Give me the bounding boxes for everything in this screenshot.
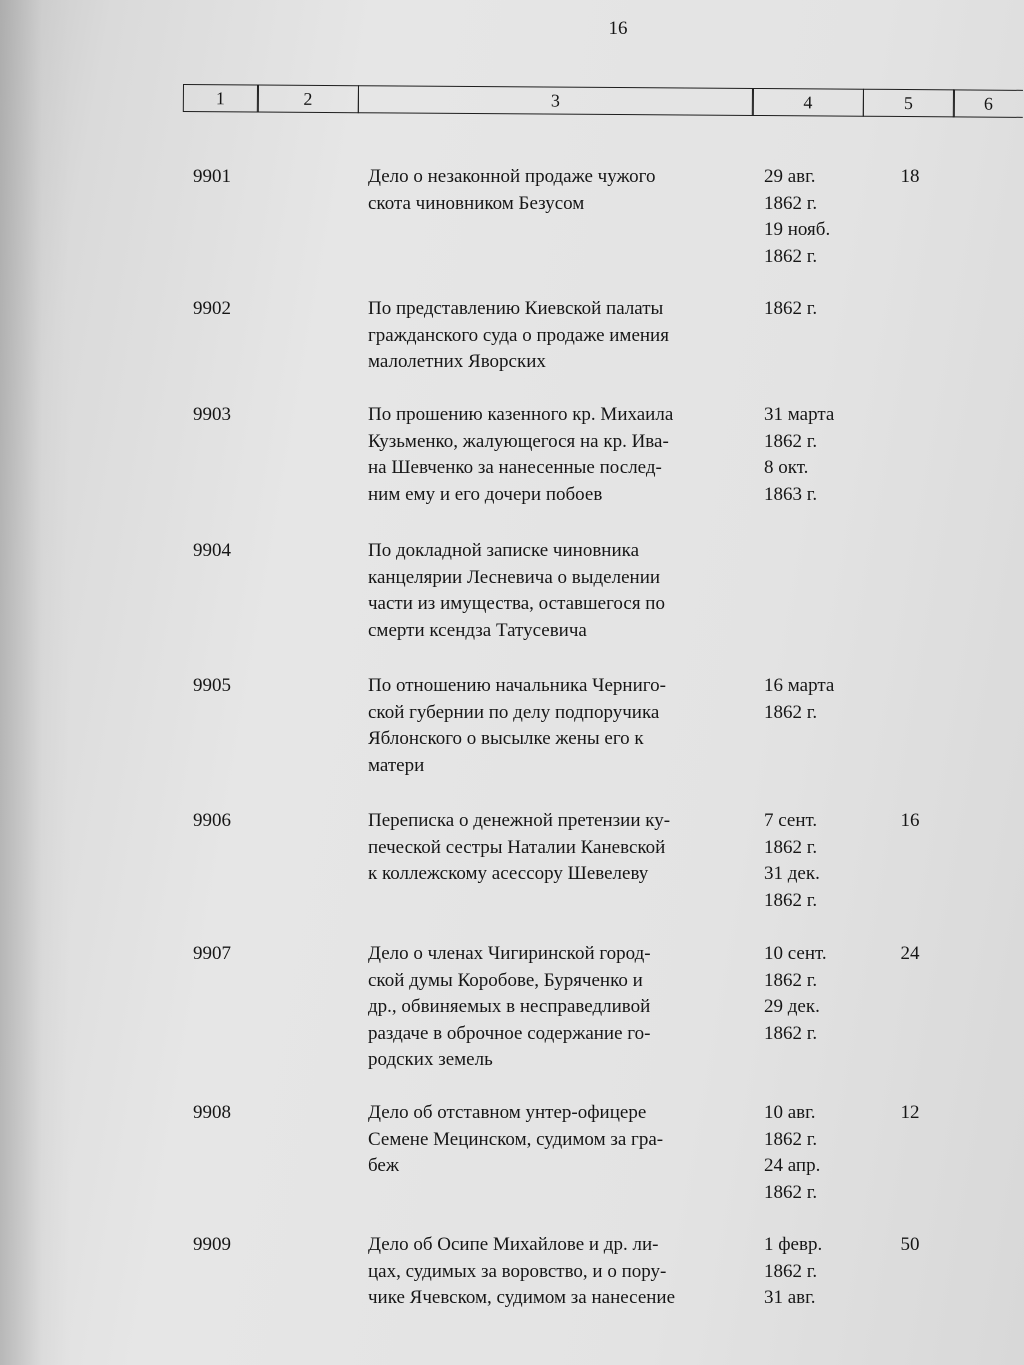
record-title-line: цах, судимых за воровство, и о пору- bbox=[368, 1260, 667, 1282]
record-date-line: 1862 г. bbox=[764, 1128, 818, 1150]
header-col-1: 1 bbox=[182, 84, 258, 113]
record-date-line: 1862 г. bbox=[764, 298, 818, 319]
record-title-line: родских земель bbox=[368, 1049, 493, 1070]
record-id: 9909 bbox=[193, 1234, 231, 1255]
record-id: 9907 bbox=[193, 943, 231, 964]
record-date-line: 10 сент. bbox=[764, 943, 827, 964]
record-date-line: 1862 г. bbox=[764, 969, 818, 991]
record-title-line: матери bbox=[368, 754, 425, 776]
record-date-line: 29 дек. bbox=[764, 996, 820, 1017]
record-date-line: 19 нояб. bbox=[764, 219, 831, 240]
record-title bbox=[368, 1100, 758, 1180]
header-col-3: 3 bbox=[357, 85, 753, 116]
record-id: 9904 bbox=[193, 540, 231, 561]
record-title-line: Яблонского о высылке жены его к bbox=[368, 728, 644, 749]
record-date-line: 1 февр. bbox=[764, 1234, 823, 1255]
record-title-line: Семене Мецинском, судимом за гра- bbox=[368, 1128, 664, 1150]
record-date-line: 31 авг. bbox=[764, 1287, 816, 1308]
record-title bbox=[368, 808, 758, 888]
record-title-line: По представлению Киевской палаты bbox=[368, 298, 664, 319]
record-dates bbox=[764, 808, 820, 914]
page-edge-shadow bbox=[0, 0, 70, 1365]
record-title-line: канцелярии Лесневича о выделении bbox=[368, 566, 661, 588]
record-dates bbox=[764, 673, 834, 726]
record-date-line: 1862 г. bbox=[764, 1181, 818, 1203]
record-dates bbox=[764, 941, 827, 1047]
record-title-line: ним ему и его дочери побоев bbox=[368, 483, 603, 505]
record-dates bbox=[764, 296, 817, 323]
record-title-line: раздаче в оброчное содержание го- bbox=[368, 1022, 651, 1044]
record-date-line: 31 дек. bbox=[764, 863, 820, 884]
record-title-line: части из имущества, оставшегося по bbox=[368, 593, 665, 614]
table-header-row bbox=[184, 84, 1023, 120]
record-title-line: Дело об отставном унтер-офицере bbox=[368, 1102, 647, 1123]
record-sheet-count: 12 bbox=[900, 1102, 920, 1123]
record-title bbox=[368, 402, 758, 508]
record-title-line: скота чиновником Безусом bbox=[368, 192, 585, 214]
record-date-line: 7 сент. bbox=[764, 810, 818, 831]
header-col-2: 2 bbox=[257, 85, 359, 114]
record-title-line: гражданского суда о продаже имения bbox=[368, 324, 669, 346]
record-date-line: 1862 г. bbox=[764, 192, 818, 214]
record-title-line: ской губернии по делу подпоручика bbox=[368, 701, 660, 723]
record-id: 9906 bbox=[193, 810, 231, 831]
record-sheet-count: 50 bbox=[900, 1234, 920, 1255]
record-id: 9901 bbox=[193, 166, 231, 187]
record-date-line: 24 апр. bbox=[764, 1155, 821, 1176]
record-title-line: печеской сестры Наталии Каневской bbox=[368, 836, 666, 858]
record-dates bbox=[764, 1100, 820, 1206]
record-title-line: По докладной записке чиновника bbox=[368, 540, 640, 561]
record-id: 9903 bbox=[193, 404, 231, 425]
record-sheet-count: 24 bbox=[900, 943, 920, 964]
record-date-line: 1862 г. bbox=[764, 701, 818, 723]
record-title-line: на Шевченко за нанесенные послед- bbox=[368, 457, 662, 478]
record-date-line: 1862 г. bbox=[764, 1260, 818, 1282]
record-date-line: 1862 г. bbox=[764, 430, 818, 452]
record-title-line: Дело о незаконной продаже чужого bbox=[368, 166, 656, 187]
page-number: 16 bbox=[608, 18, 628, 39]
record-title-line: По отношению начальника Черниго- bbox=[368, 675, 666, 696]
record-title bbox=[368, 673, 758, 779]
record-title bbox=[368, 538, 758, 644]
header-col-5: 5 bbox=[862, 89, 954, 118]
record-title-line: чике Ячевском, судимом за нанесение bbox=[368, 1287, 676, 1308]
header-col-6: 6 bbox=[953, 89, 1023, 117]
record-id: 9902 bbox=[193, 298, 231, 319]
record-title bbox=[368, 164, 758, 217]
record-date-line: 10 авг. bbox=[764, 1102, 816, 1123]
record-title-line: Кузьменко, жалующегося на кр. Ива- bbox=[368, 430, 669, 452]
record-date-line: 8 окт. bbox=[764, 457, 809, 478]
record-title-line: др., обвиняемых в несправедливой bbox=[368, 996, 651, 1017]
record-title-line: По прошению казенного кр. Михаила bbox=[368, 404, 674, 425]
record-sheet-count: 16 bbox=[900, 810, 920, 831]
record-title-line: малолетних Яворских bbox=[368, 351, 546, 372]
record-title-line: Переписка о денежной претензии ку- bbox=[368, 810, 671, 831]
record-date-line: 1863 г. bbox=[764, 483, 818, 505]
record-dates bbox=[764, 402, 834, 508]
record-title bbox=[368, 296, 758, 376]
record-title-line: к коллежскому асессору Шевелеву bbox=[368, 863, 649, 884]
record-title bbox=[368, 1232, 758, 1312]
record-date-line: 1862 г. bbox=[764, 889, 818, 911]
record-title-line: Дело об Осипе Михайлове и др. ли- bbox=[368, 1234, 659, 1255]
record-id: 9908 bbox=[193, 1102, 231, 1123]
record-date-line: 1862 г. bbox=[764, 1022, 818, 1044]
record-date-line: 1862 г. bbox=[764, 245, 818, 267]
record-date-line: 16 марта bbox=[764, 675, 835, 696]
record-title-line: беж bbox=[368, 1155, 399, 1176]
header-col-4: 4 bbox=[752, 88, 864, 117]
record-date-line: 31 марта bbox=[764, 404, 835, 425]
record-title bbox=[368, 941, 758, 1074]
record-title-line: Дело о членах Чигиринской город- bbox=[368, 943, 651, 964]
record-title-line: ской думы Коробове, Буряченко и bbox=[368, 969, 643, 991]
record-date-line: 1862 г. bbox=[764, 836, 818, 858]
record-title-line: смерти ксендза Татусевича bbox=[368, 619, 587, 641]
record-dates bbox=[764, 1232, 822, 1312]
record-sheet-count: 18 bbox=[900, 166, 920, 187]
record-dates bbox=[764, 164, 830, 270]
record-date-line: 29 авг. bbox=[764, 166, 816, 187]
record-id: 9905 bbox=[193, 675, 231, 696]
